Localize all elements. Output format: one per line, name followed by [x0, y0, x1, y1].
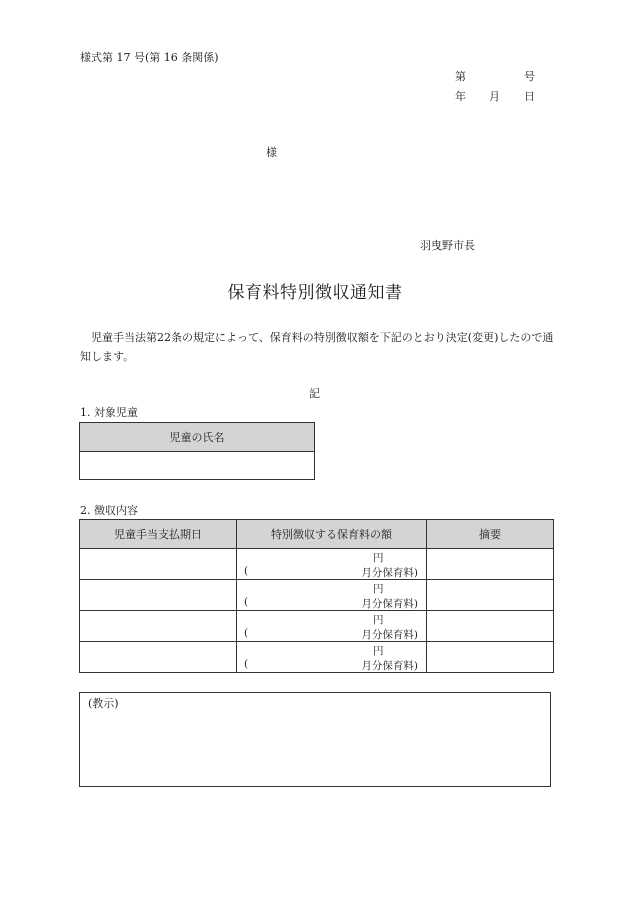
document-number-label: 第	[455, 70, 466, 83]
payment-date-cell[interactable]	[80, 580, 237, 611]
period-open-paren: (	[244, 565, 249, 577]
amount-cell[interactable]	[237, 611, 427, 642]
date-year-label: 年	[455, 90, 466, 103]
table-row	[80, 611, 554, 642]
section1-heading: 1. 対象児童	[80, 406, 138, 419]
period-label: 月分保育料)	[361, 567, 418, 579]
date-day-label: 日	[524, 90, 535, 103]
child-name-header: 児童の氏名	[80, 423, 315, 452]
notice-box	[79, 692, 551, 787]
period-label: 月分保育料)	[361, 629, 418, 641]
payment-date-cell[interactable]	[80, 611, 237, 642]
issuer-name: 羽曳野市長	[420, 239, 475, 252]
amount-cell[interactable]	[237, 580, 427, 611]
table-row	[80, 642, 554, 673]
payment-date-header: 児童手当支払期日	[80, 520, 237, 549]
payment-date-cell[interactable]	[80, 549, 237, 580]
section2-heading: 2. 徴収内容	[80, 504, 138, 517]
remarks-cell[interactable]	[427, 580, 554, 611]
payment-date-cell[interactable]	[80, 642, 237, 673]
addressee-suffix: 様	[266, 146, 277, 159]
body-text: 児童手当法第22条の規定によって、保育料の特別徴収額を下記のとおり決定(変更)したので通知します。	[80, 331, 554, 363]
period-open-paren: (	[244, 596, 249, 608]
collection-table	[79, 519, 554, 673]
amount-cell[interactable]	[237, 642, 427, 673]
yen-unit: 円	[373, 645, 384, 657]
form-number: 様式第 17 号(第 16 条関係)	[80, 51, 219, 64]
table-row	[80, 549, 554, 580]
amount-header: 特別徴収する保育料の額	[237, 520, 427, 549]
remarks-cell[interactable]	[427, 611, 554, 642]
yen-unit: 円	[373, 552, 384, 564]
yen-unit: 円	[373, 614, 384, 626]
remarks-cell[interactable]	[427, 642, 554, 673]
amount-cell[interactable]	[237, 549, 427, 580]
table-row	[80, 580, 554, 611]
document-title: 保育料特別徴収通知書	[227, 283, 403, 303]
yen-unit: 円	[373, 583, 384, 595]
period-open-paren: (	[244, 627, 249, 639]
date-month-label: 月	[489, 90, 500, 103]
period-label: 月分保育料)	[361, 598, 418, 610]
child-name-table	[79, 422, 315, 480]
remarks-cell[interactable]	[427, 549, 554, 580]
period-open-paren: (	[244, 658, 249, 670]
remarks-header: 摘要	[427, 520, 554, 549]
period-label: 月分保育料)	[361, 660, 418, 672]
ki-marker: 記	[309, 387, 320, 400]
document-number-suffix: 号	[524, 70, 535, 83]
child-name-cell[interactable]	[80, 452, 315, 480]
notice-label: (教示)	[88, 697, 119, 710]
